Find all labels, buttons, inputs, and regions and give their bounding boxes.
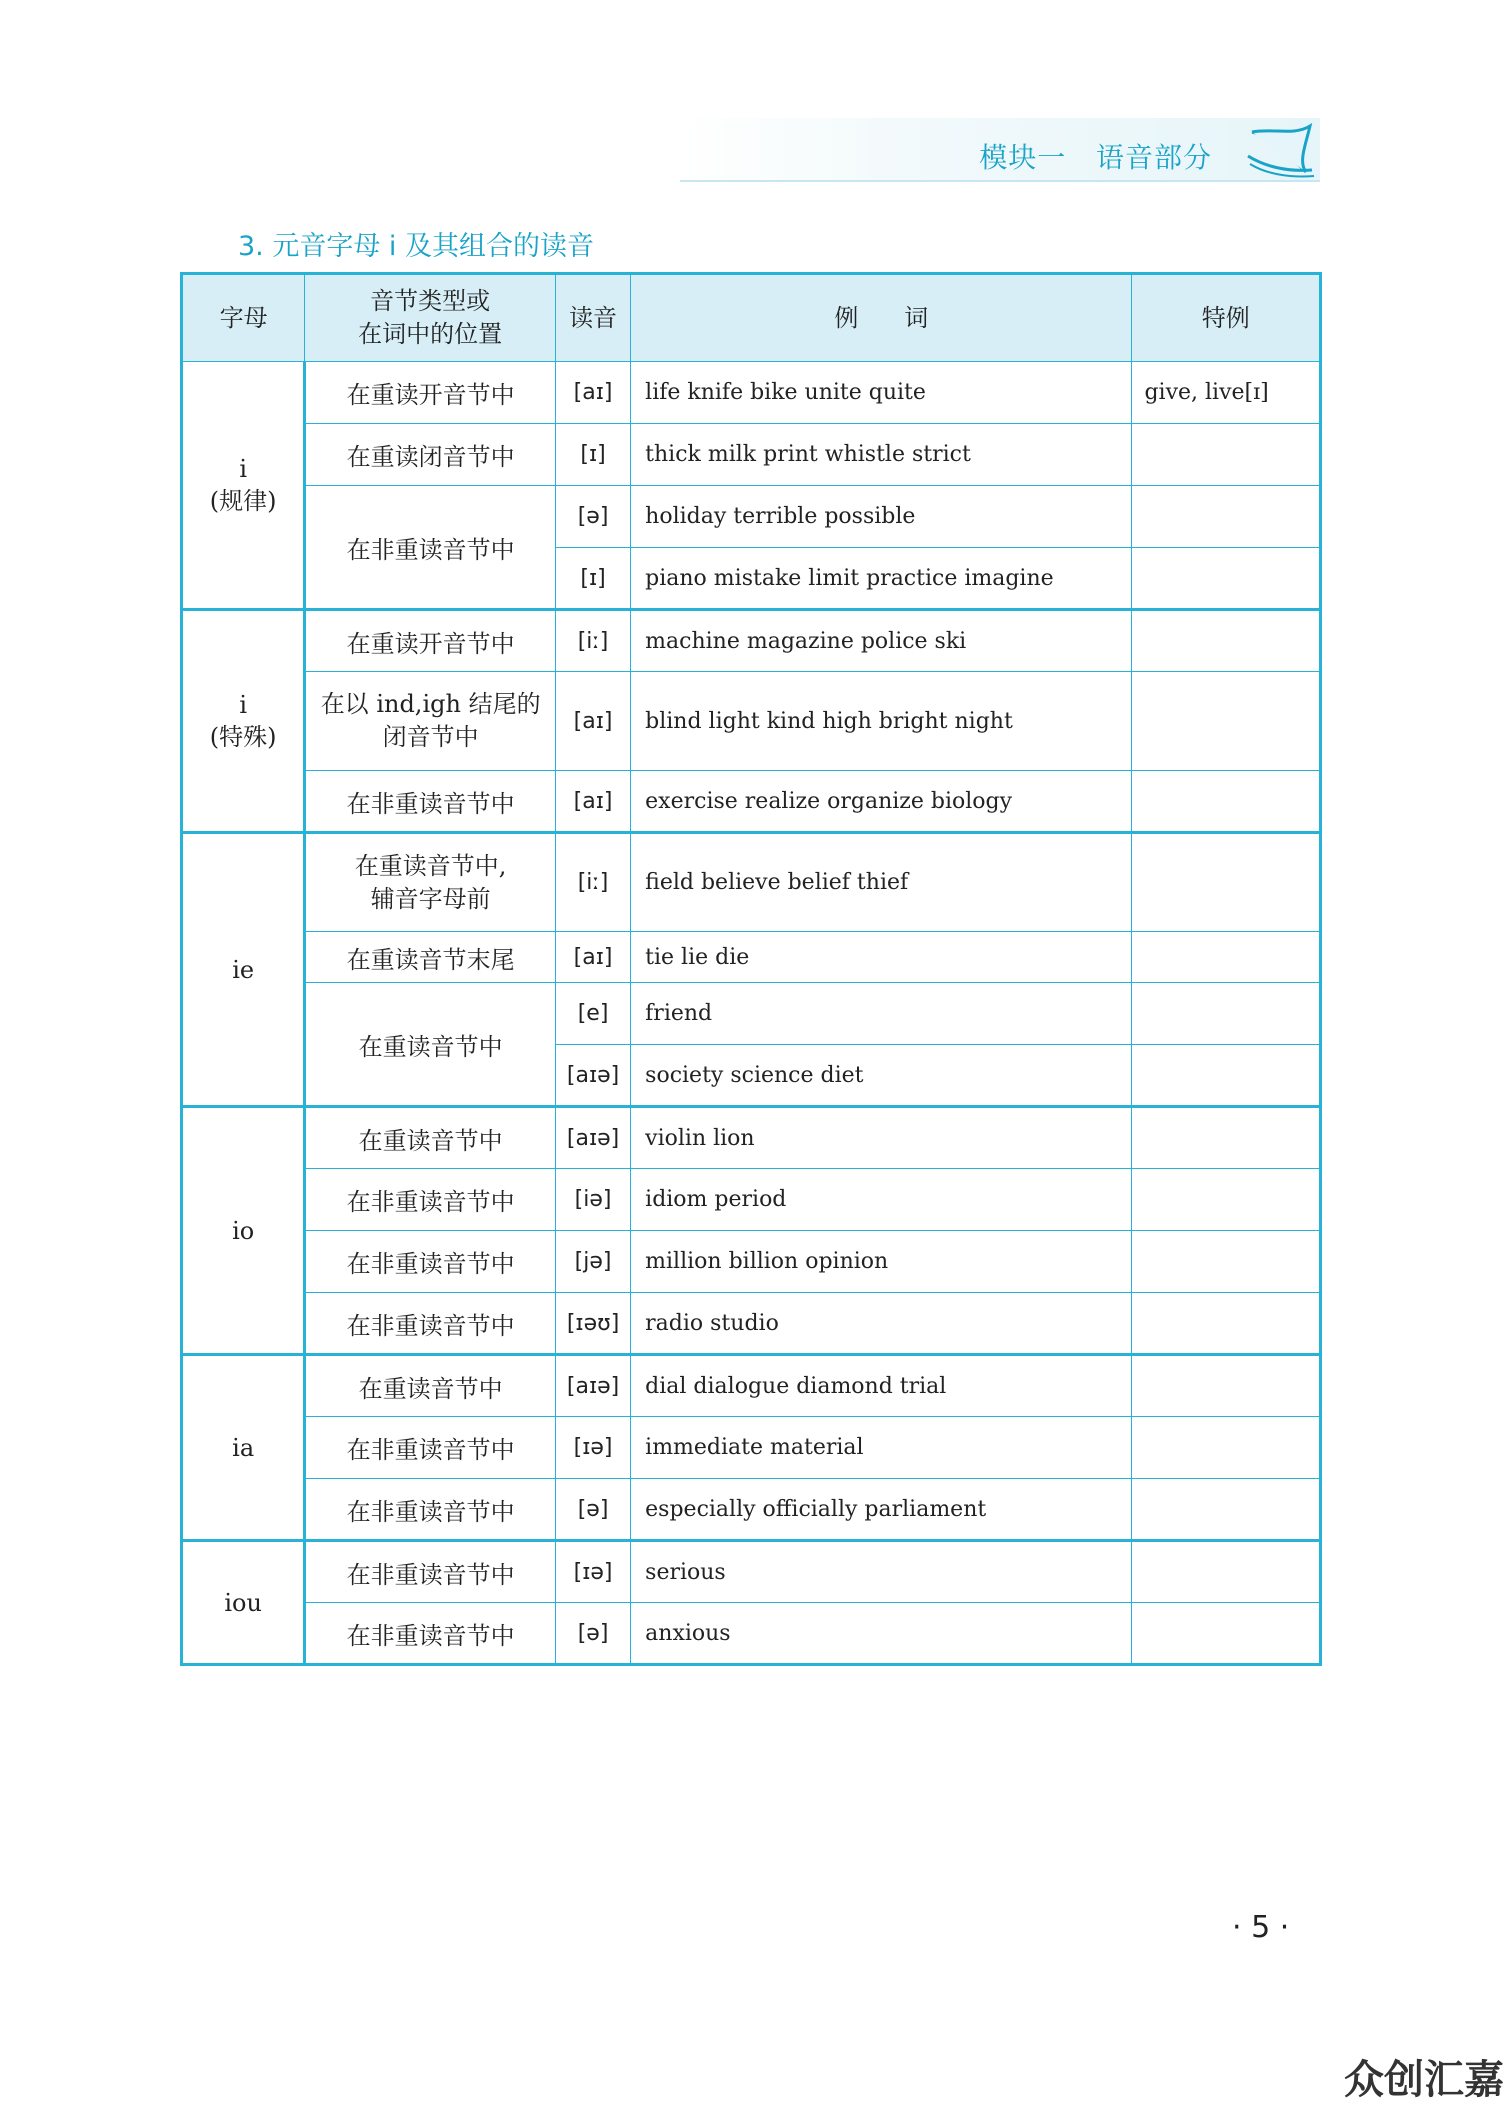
sound-cell: [ɪə]: [555, 1417, 630, 1479]
examples-cell: blind light kind high bright night: [631, 672, 1132, 771]
letter-note: (特殊): [209, 723, 277, 751]
position-cell: 在重读音节末尾: [305, 932, 556, 983]
header-sound: 读音: [555, 274, 630, 362]
examples-cell: radio studio: [631, 1293, 1132, 1355]
sound-cell: [ə]: [555, 1479, 630, 1541]
position-line1: 在重读音节中,: [354, 851, 507, 880]
sound-cell: [ɪə]: [555, 1541, 630, 1603]
position-cell: [305, 833, 556, 932]
table-row: [182, 771, 1321, 833]
position-line2: 闭音节中: [382, 723, 479, 751]
table-row: [182, 362, 1321, 424]
table-row: [182, 833, 1321, 932]
special-cell: [1132, 548, 1321, 610]
position-line1: 在以 ind,igh 结尾的: [320, 690, 541, 718]
examples-cell: field believe belief thief: [631, 833, 1132, 932]
table-row: [182, 1231, 1321, 1293]
sound-cell: [aɪ]: [555, 362, 630, 424]
letter-label: i: [239, 455, 247, 483]
position-cell: 在重读音节中: [305, 983, 556, 1107]
special-cell: [1132, 424, 1321, 486]
position-cell: 在非重读音节中: [305, 1603, 556, 1665]
sound-cell: [iː]: [555, 610, 630, 672]
table-header-row: [182, 274, 1321, 362]
sound-cell: [aɪ]: [555, 672, 630, 771]
sound-cell: [ɪəʊ]: [555, 1293, 630, 1355]
table-row: [182, 983, 1321, 1045]
position-cell: 在非重读音节中: [305, 1293, 556, 1355]
special-cell: [1132, 983, 1321, 1045]
table-row: [182, 1293, 1321, 1355]
special-cell: [1132, 1355, 1321, 1417]
table-row: [182, 424, 1321, 486]
table-row: [182, 610, 1321, 672]
phonics-table: [180, 272, 1322, 1666]
examples-cell: serious: [631, 1541, 1132, 1603]
special-cell: [1132, 833, 1321, 932]
letter-label: i: [239, 691, 247, 719]
sound-cell: [aɪ]: [555, 771, 630, 833]
sound-cell: [ɪ]: [555, 548, 630, 610]
position-cell: 在非重读音节中: [305, 771, 556, 833]
table-row: [182, 486, 1321, 548]
header-position-line1: 音节类型或: [370, 287, 491, 315]
special-cell: [1132, 1479, 1321, 1541]
header-position-line2: 在词中的位置: [358, 320, 503, 348]
special-cell: [1132, 1417, 1321, 1479]
examples-cell: society science diet: [631, 1045, 1132, 1107]
position-cell: 在非重读音节中: [305, 1169, 556, 1231]
special-cell: [1132, 932, 1321, 983]
letter-cell: ia: [182, 1355, 305, 1541]
sound-cell: [iː]: [555, 833, 630, 932]
sound-cell: [aɪə]: [555, 1045, 630, 1107]
header-letter: 字母: [182, 274, 305, 362]
examples-cell: piano mistake limit practice imagine: [631, 548, 1132, 610]
table-row: [182, 1541, 1321, 1603]
page-header: [680, 118, 1320, 182]
examples-cell: thick milk print whistle strict: [631, 424, 1132, 486]
position-cell: 在非重读音节中: [305, 1479, 556, 1541]
page-number: · 5 ·: [1232, 1910, 1290, 1945]
table-row: [182, 1169, 1321, 1231]
examples-cell: life knife bike unite quite: [631, 362, 1132, 424]
special-cell: [1132, 1169, 1321, 1231]
position-cell: 在重读音节中: [305, 1107, 556, 1169]
examples-cell: tie lie die: [631, 932, 1132, 983]
table-row: [182, 1479, 1321, 1541]
examples-cell: anxious: [631, 1603, 1132, 1665]
module-label: 模块一 语音部分: [979, 141, 1212, 174]
special-cell: [1132, 771, 1321, 833]
position-cell: 在非重读音节中: [305, 1417, 556, 1479]
table-row: [182, 1107, 1321, 1169]
position-cell: 在非重读音节中: [305, 486, 556, 610]
examples-cell: dial dialogue diamond trial: [631, 1355, 1132, 1417]
position-cell: 在非重读音节中: [305, 1231, 556, 1293]
examples-cell: holiday terrible possible: [631, 486, 1132, 548]
letter-cell: [182, 362, 305, 610]
sound-cell: [aɪ]: [555, 932, 630, 983]
position-cell: 在重读开音节中: [305, 610, 556, 672]
examples-cell: friend: [631, 983, 1132, 1045]
table-row: [182, 672, 1321, 771]
examples-cell: immediate material: [631, 1417, 1132, 1479]
examples-cell: million billion opinion: [631, 1231, 1132, 1293]
examples-cell: especially officially parliament: [631, 1479, 1132, 1541]
position-cell: 在重读开音节中: [305, 362, 556, 424]
letter-cell: iou: [182, 1541, 305, 1665]
sound-cell: [aɪə]: [555, 1355, 630, 1417]
position-cell: 在重读闭音节中: [305, 424, 556, 486]
header-special: 特例: [1132, 274, 1321, 362]
special-cell: [1132, 672, 1321, 771]
table-row: [182, 1417, 1321, 1479]
table-row: [182, 932, 1321, 983]
quill-book-icon: [1246, 122, 1316, 180]
examples-cell: idiom period: [631, 1169, 1132, 1231]
examples-cell: machine magazine police ski: [631, 610, 1132, 672]
position-cell: 在重读音节中: [305, 1355, 556, 1417]
letter-cell: ie: [182, 833, 305, 1107]
examples-cell: violin lion: [631, 1107, 1132, 1169]
special-cell: [1132, 1541, 1321, 1603]
watermark: 众创汇嘉: [1344, 2057, 1504, 2103]
special-cell: give, live[ɪ]: [1132, 362, 1321, 424]
special-cell: [1132, 1045, 1321, 1107]
position-line2: 辅音字母前: [370, 884, 491, 913]
special-cell: [1132, 1231, 1321, 1293]
special-cell: [1132, 610, 1321, 672]
header-position: [305, 274, 556, 362]
special-cell: [1132, 486, 1321, 548]
position-cell: [305, 672, 556, 771]
sound-cell: [iə]: [555, 1169, 630, 1231]
section-title: 3. 元音字母 i 及其组合的读音: [238, 231, 595, 262]
table-row: [182, 1603, 1321, 1665]
position-cell: 在非重读音节中: [305, 1541, 556, 1603]
sound-cell: [ə]: [555, 1603, 630, 1665]
sound-cell: [ɪ]: [555, 424, 630, 486]
table-row: [182, 1355, 1321, 1417]
special-cell: [1132, 1603, 1321, 1665]
special-cell: [1132, 1107, 1321, 1169]
letter-note: (规律): [209, 487, 277, 515]
letter-cell: [182, 610, 305, 833]
special-cell: [1132, 1293, 1321, 1355]
header-examples: 例 词: [631, 274, 1132, 362]
sound-cell: [ə]: [555, 486, 630, 548]
sound-cell: [e]: [555, 983, 630, 1045]
examples-cell: exercise realize organize biology: [631, 771, 1132, 833]
letter-cell: io: [182, 1107, 305, 1355]
sound-cell: [aɪə]: [555, 1107, 630, 1169]
sound-cell: [jə]: [555, 1231, 630, 1293]
